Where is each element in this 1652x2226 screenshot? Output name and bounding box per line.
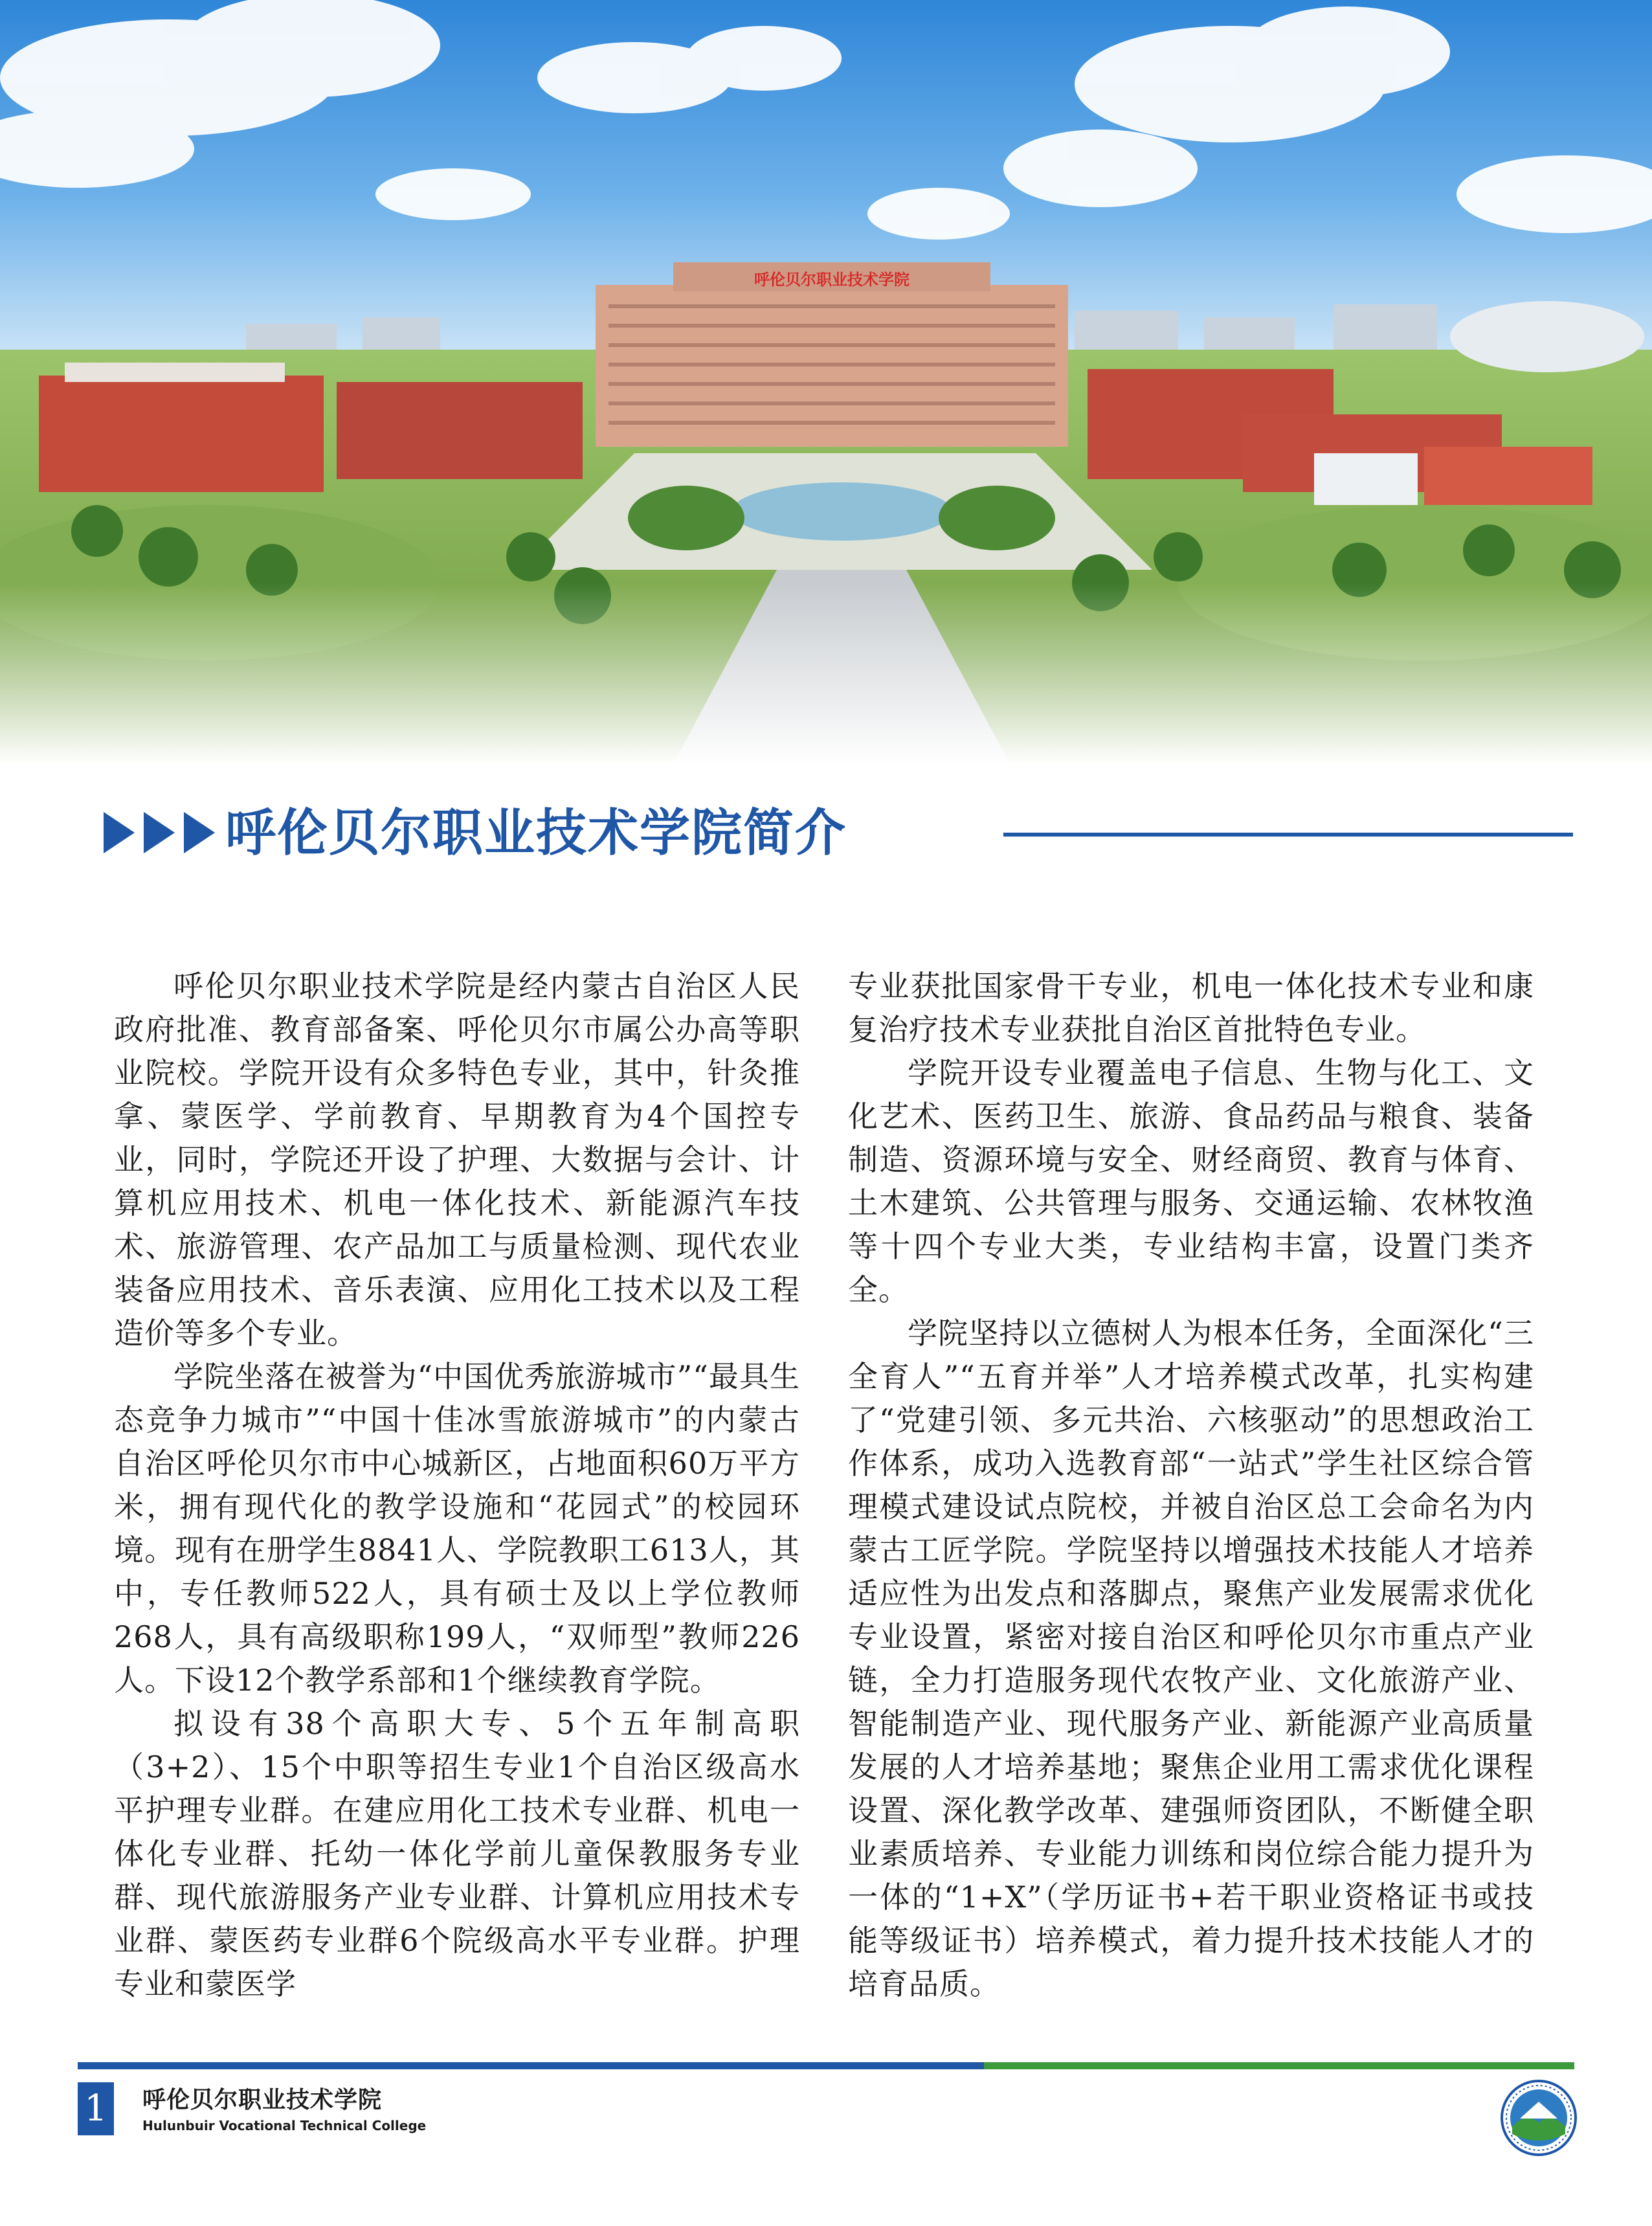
footer-college-name: 呼伦贝尔职业技术学院: [142, 2087, 383, 2113]
intro-left-column: [114, 965, 800, 2006]
campus-aerial-illustration: [0, 0, 1652, 764]
page-number: 1: [78, 2082, 114, 2135]
section-title: 呼伦贝尔职业技术学院简介: [225, 804, 847, 862]
intro-right-column: [848, 965, 1534, 2006]
footer-rule-blue: [78, 2062, 984, 2069]
footer-rule-green: [984, 2062, 1574, 2069]
triple-arrow-icon: [104, 812, 218, 853]
main-building: [596, 262, 1068, 447]
section-title-row: [104, 798, 1573, 869]
footer-college-name-en: Hulunbuir Vocational Technical College: [142, 2118, 427, 2133]
title-divider: [1003, 833, 1573, 837]
intro-paragraph-continued: 专业获批国家骨干专业，机电一体化技术专业和康复治疗技术专业获批自治区首批特色专业。: [848, 969, 1534, 1047]
hero-campus-photo: [0, 0, 1652, 764]
intro-paragraph: 学院坐落在被誉为“中国优秀旅游城市”“最具生态竞争力城市”“中国十佳冰雪旅游城市”的内蒙古自治区呼伦贝尔市中心城新区，占地面积60万平方米，拥有现代化的教学设施和“花园式”的校园环境。现有在册学生8841人、学院教职工613人，其中，专任教师522人，具有硕士及以上学位教师268人，具有高级职称199人，“双师型”教师226人。下设12个教学系部和1个继续教育学院。: [114, 1359, 800, 1698]
intro-paragraph: 拟设有38个高职大专、5个五年制高职（3+2）、15个中职等招生专业1个自治区级高水平护理专业群。在建应用化工技术专业群、机电一体化专业群、托幼一体化学前儿童保教服务专业群、现代旅游服务产业专业群、计算机应用技术专业群、蒙医药专业群6个院级高水平专业群。护理专业和蒙医学: [114, 1706, 800, 2001]
intro-paragraph: 呼伦贝尔职业技术学院是经内蒙古自治区人民政府批准、教育部备案、呼伦贝尔市属公办高等职业院校。学院开设有众多特色专业，其中，针灸推拿、蒙医学、学前教育、早期教育为4个国控专业，同时，学院还开设了护理、大数据与会计、计算机应用技术、机电一体化技术、新能源汽车技术、旅游管理、农产品加工与质量检测、现代农业装备应用技术、音乐表演、应用化工技术以及工程造价等多个专业。: [114, 969, 800, 1351]
building-sign: 呼伦贝尔职业技术学院: [754, 271, 910, 289]
intro-paragraph: 学院开设专业覆盖电子信息、生物与化工、文化艺术、医药卫生、旅游、食品药品与粮食、装备制造、资源环境与安全、财经商贸、教育与体育、土木建筑、公共管理与服务、交通运输、农林牧渔等十四个专业大类，专业结构丰富，设置门类齐全。: [848, 1055, 1534, 1307]
college-logo-icon: [1501, 2080, 1577, 2156]
intro-paragraph: 学院坚持以立德树人为根本任务，全面深化“三全育人”“五育并举”人才培养模式改革，扎实构建了“党建引领、多元共治、六核驱动”的思想政治工作体系，成功入选教育部“一站式”学生社区综合管理模式建设试点院校，并被自治区总工会命名为内蒙古工匠学院。学院坚持以增强技术技能人才培养适应性为出发点和落脚点，聚焦产业发展需求优化专业设置，紧密对接自治区和呼伦贝尔市重点产业链，全力打造服务现代农牧产业、文化旅游产业、智能制造产业、现代服务产业、新能源产业高质量发展的人才培养基地；聚焦企业用工需求优化课程设置、深化教学改革、建强师资团队，不断健全职业素质培养、专业能力训练和岗位综合能力提升为一体的“1+X”（学历证书+若干职业资格证书或技能等级证书）培养模式，着力提升技术技能人才的培育品质。: [848, 1316, 1534, 2001]
